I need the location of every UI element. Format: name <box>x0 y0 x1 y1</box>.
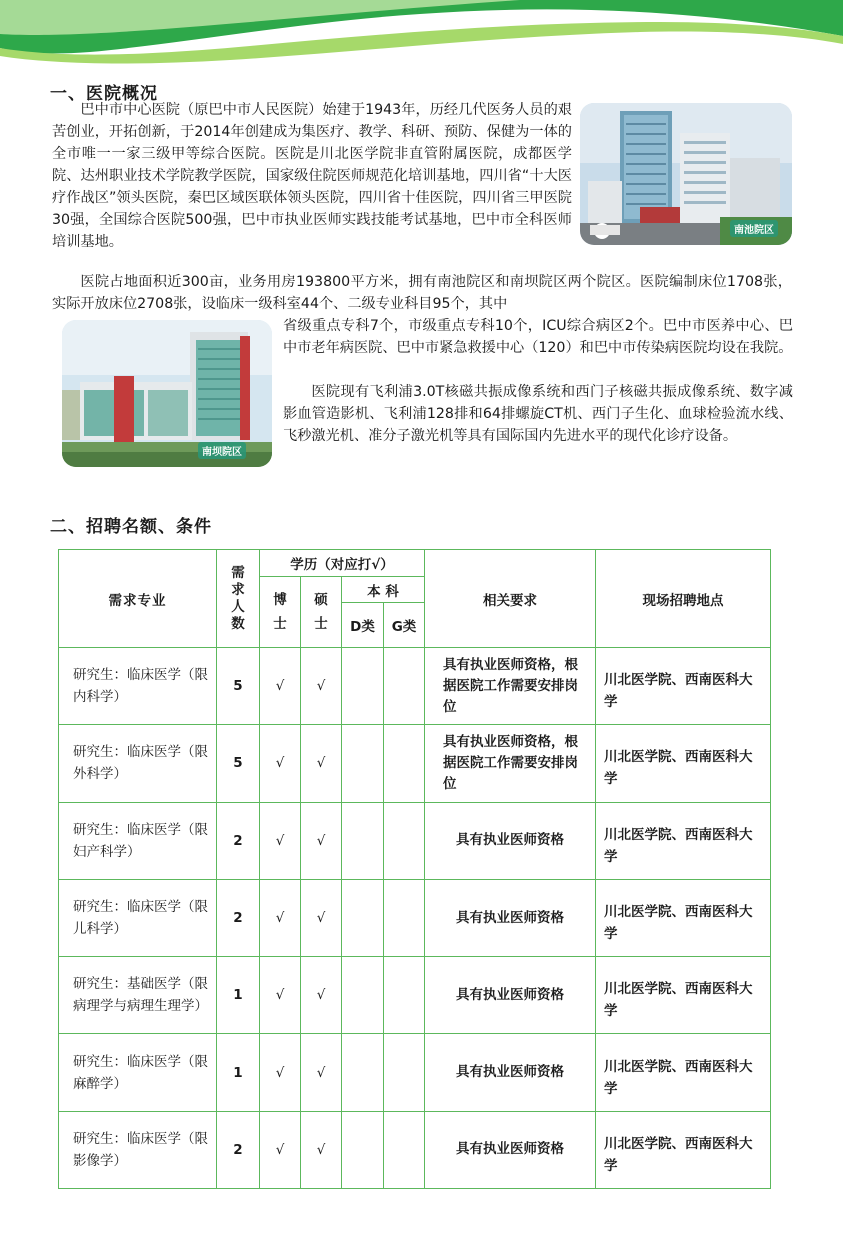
phd-check-cell: √ <box>260 1111 301 1188</box>
headcount-cell: 2 <box>217 1111 260 1188</box>
header-phd <box>260 577 301 648</box>
table-row <box>59 802 771 879</box>
master-check-cell: √ <box>301 725 342 802</box>
major-cell: 研究生：基础医学（限病理学与病理生理学） <box>59 957 217 1034</box>
headcount-cell: 1 <box>217 957 260 1034</box>
header-master <box>301 577 342 648</box>
class-d-cell <box>342 802 384 879</box>
class-d-cell <box>342 879 384 956</box>
header-requirements: 相关要求 <box>425 550 596 648</box>
headcount-cell: 2 <box>217 802 260 879</box>
major-cell: 研究生：临床医学（限妇产科学） <box>59 802 217 879</box>
major-cell: 研究生：临床医学（限麻醉学） <box>59 1034 217 1111</box>
location-cell: 川北医学院、西南医科大学 <box>596 802 771 879</box>
phd-check-cell: √ <box>260 957 301 1034</box>
requirements-cell: 具有执业医师资格 <box>425 879 596 956</box>
table-row <box>59 1034 771 1111</box>
header-wave-decoration <box>0 0 843 70</box>
location-cell: 川北医学院、西南医科大学 <box>596 879 771 956</box>
class-d-cell <box>342 957 384 1034</box>
recruitment-table <box>58 549 771 1189</box>
master-check-cell: √ <box>301 1111 342 1188</box>
class-d-cell <box>342 648 384 725</box>
class-g-cell <box>384 725 425 802</box>
nanba-campus-photo <box>62 320 272 467</box>
master-check-cell: √ <box>301 957 342 1034</box>
location-cell: 川北医学院、西南医科大学 <box>596 1111 771 1188</box>
photo1-campus-label: 南池院区 <box>730 220 778 237</box>
headcount-cell: 5 <box>217 725 260 802</box>
nanchi-campus-photo <box>580 103 792 245</box>
header-class-d: D类 <box>342 603 384 648</box>
major-cell: 研究生：临床医学（限内科学） <box>59 648 217 725</box>
location-cell: 川北医学院、西南医科大学 <box>596 725 771 802</box>
table-row <box>59 957 771 1034</box>
header-education: 学历（对应打√） <box>260 550 425 577</box>
location-cell: 川北医学院、西南医科大学 <box>596 1034 771 1111</box>
phd-check-cell: √ <box>260 725 301 802</box>
section-title-recruitment: 二、招聘名额、条件 <box>50 517 212 537</box>
requirements-cell: 具有执业医师资格，根据医院工作需要安排岗位 <box>425 725 596 802</box>
master-check-cell: √ <box>301 648 342 725</box>
major-cell: 研究生：临床医学（限影像学） <box>59 1111 217 1188</box>
overview-paragraph-3: 省级重点专科7个，市级重点专科10个，ICU综合病区2个。巴中市医养中心、巴中市老年病医院、巴中市紧急救援中心（120）和巴中市传染病医院均设在我院。 <box>283 318 793 356</box>
header-major: 需求专业 <box>59 550 217 648</box>
photo2-campus-label: 南坝院区 <box>198 442 246 459</box>
requirements-cell: 具有执业医师资格 <box>425 957 596 1034</box>
phd-check-cell: √ <box>260 879 301 956</box>
header-phd-text: 博士 <box>273 592 287 632</box>
overview-paragraph-1: 巴中市中心医院（原巴中市人民医院）始建于1943年，历经几代医务人员的艰苦创业，开拓创新，于2014年创建成为集医疗、教学、科研、预防、保健为一体的全市唯一一家三级甲等综合医院。医院是川北医学院非直管附属医院，成都医学院、达州职业技术学院教学医院，国家级住院医师规范化培训基地，四川省“十大医疗作战区”领头医院，秦巴区域医联体领头医院，四川省十佳医院，四川省三甲医院30强，全国综合医院500强，巴中市执业医师实践技能考试基地，巴中市全科医师培训基地。 <box>52 102 572 250</box>
major-cell: 研究生：临床医学（限儿科学） <box>59 879 217 956</box>
table-row <box>59 1111 771 1188</box>
header-headcount <box>217 550 260 648</box>
class-g-cell <box>384 802 425 879</box>
phd-check-cell: √ <box>260 648 301 725</box>
overview-paragraph-4: 医院现有飞利浦3.0T核磁共振成像系统和西门子核磁共振成像系统、数字减影血管造影机、飞利浦128排和64排螺旋CT机、西门子生化、血球检验流水线、飞秒激光机、准分子激光机等具有国际国内先进水平的现代化诊疗设备。 <box>283 384 793 444</box>
header-location: 现场招聘地点 <box>596 550 771 648</box>
class-g-cell <box>384 648 425 725</box>
phd-check-cell: √ <box>260 1034 301 1111</box>
master-check-cell: √ <box>301 1034 342 1111</box>
overview-paragraph-2: 医院占地面积近300亩，业务用房193800平方米，拥有南池院区和南坝院区两个院区。医院编制床位1708张，实际开放床位2708张，设临床一级科室44个、二级专业科目95个，其中 <box>52 274 792 312</box>
class-d-cell <box>342 1111 384 1188</box>
headcount-cell: 1 <box>217 1034 260 1111</box>
class-d-cell <box>342 1034 384 1111</box>
header-master-text: 硕士 <box>314 592 328 632</box>
master-check-cell: √ <box>301 879 342 956</box>
master-check-cell: √ <box>301 802 342 879</box>
headcount-cell: 5 <box>217 648 260 725</box>
table-row <box>59 725 771 802</box>
requirements-cell: 具有执业医师资格，根据医院工作需要安排岗位 <box>425 648 596 725</box>
table-row <box>59 879 771 956</box>
class-d-cell <box>342 725 384 802</box>
requirements-cell: 具有执业医师资格 <box>425 1034 596 1111</box>
major-cell: 研究生：临床医学（限外科学） <box>59 725 217 802</box>
section-title-overview: 一、医院概况 <box>50 84 158 104</box>
header-headcount-text: 需求人数 <box>231 564 245 632</box>
class-g-cell <box>384 957 425 1034</box>
header-class-g: G类 <box>384 603 425 648</box>
header-bachelor: 本 科 <box>342 577 425 603</box>
location-cell: 川北医学院、西南医科大学 <box>596 957 771 1034</box>
class-g-cell <box>384 879 425 956</box>
phd-check-cell: √ <box>260 802 301 879</box>
table-row <box>59 648 771 725</box>
class-g-cell <box>384 1111 425 1188</box>
class-g-cell <box>384 1034 425 1111</box>
requirements-cell: 具有执业医师资格 <box>425 1111 596 1188</box>
requirements-cell: 具有执业医师资格 <box>425 802 596 879</box>
location-cell: 川北医学院、西南医科大学 <box>596 648 771 725</box>
headcount-cell: 2 <box>217 879 260 956</box>
